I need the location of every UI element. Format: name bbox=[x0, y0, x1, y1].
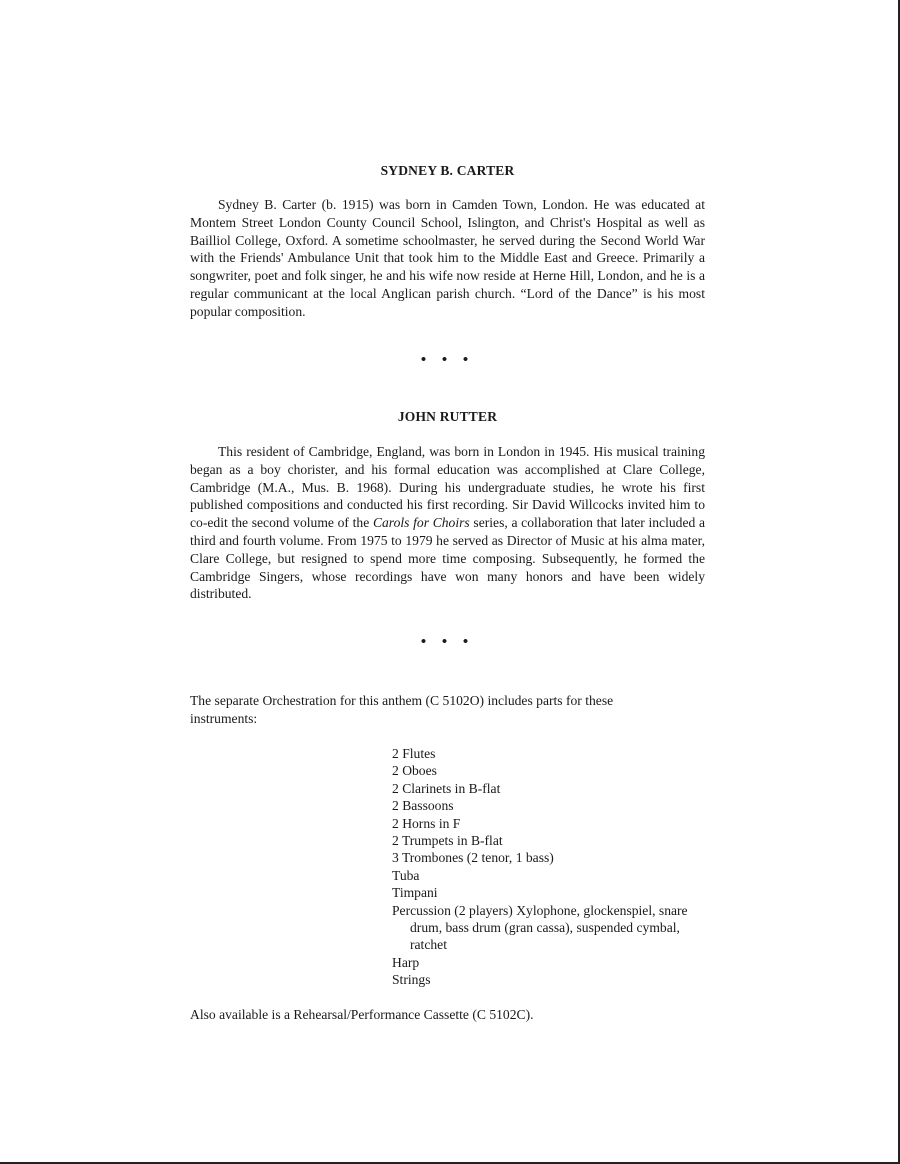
rutter-bio-part2: series, a collaboration that later included a third and fourth volume. From 1975 to 1979 he served as Director of Music at his alma mater, Clare College, but resigned to spend more time composing. Subsequently, he formed the Cambridge Singers, whose recordings have won many honors and have been widely distributed. bbox=[190, 515, 706, 602]
instrument-item: Percussion (2 players) Xylophone, glockenspiel, snare drum, bass drum (gran cassa), suspended cymbal, ratchet bbox=[392, 902, 688, 953]
instrument-item: 2 Flutes bbox=[392, 746, 436, 761]
instrument-item: 2 Bassoons bbox=[392, 798, 454, 814]
instrument-item: Harp bbox=[392, 954, 420, 970]
rutter-bio-part1: This resident of Cambridge, England, was born in London in 1945. His musical training began as a boy chorister, and his formal education was accomplished at Clare College, Cambridge (M.A., Mus. B. 1968). During his undergraduate studies, he wrote his first published compositions and conducted his first recording. Sir David Willcocks invited him to co-edit the second volume of the bbox=[190, 444, 705, 531]
instrument-item: 2 Clarinets in B-flat bbox=[392, 780, 501, 796]
orchestration-intro: The separate Orchestration for this anthem (C 5102O) includes parts for these instruments: bbox=[190, 693, 614, 726]
carter-heading: SYDNEY B. CARTER bbox=[380, 163, 515, 178]
rutter-heading: JOHN RUTTER bbox=[397, 409, 498, 424]
rutter-bio bbox=[190, 443, 705, 603]
instrument-item: 3 Trombones (2 tenor, 1 bass) bbox=[392, 850, 554, 866]
instrument-item: 2 Oboes bbox=[392, 763, 437, 779]
section-separator: • • • bbox=[420, 634, 475, 650]
instrument-item: Tuba bbox=[392, 867, 420, 883]
instrument-item: Timpani bbox=[392, 885, 438, 901]
carols-for-choirs-title: Carols for Choirs bbox=[372, 515, 470, 531]
instrument-item: 2 Trumpets in B-flat bbox=[392, 833, 503, 849]
cassette-note: Also available is a Rehearsal/Performance Cassette (C 5102C). bbox=[190, 1007, 534, 1022]
instrument-item: 2 Horns in F bbox=[392, 815, 461, 831]
section-separator: • • • bbox=[420, 352, 475, 368]
carter-bio: Sydney B. Carter (b. 1915) was born in Camden Town, London. He was educated at Montem Street London County Council School, Islington, and Christ's Hospital as well as Bailliol College, Oxford. A sometime schoolmaster, he served during the Second World War with the Friends' Ambulance Unit that took him to the Middle East and Greece. Primarily a songwriter, poet and folk singer, he and his wife now reside at Herne Hill, London, and he is a regular communicant at the local Anglican parish church. “Lord of the Dance” is his most popular composition. bbox=[190, 197, 705, 319]
instrument-item: Strings bbox=[392, 972, 431, 988]
instrument-list bbox=[392, 745, 702, 989]
